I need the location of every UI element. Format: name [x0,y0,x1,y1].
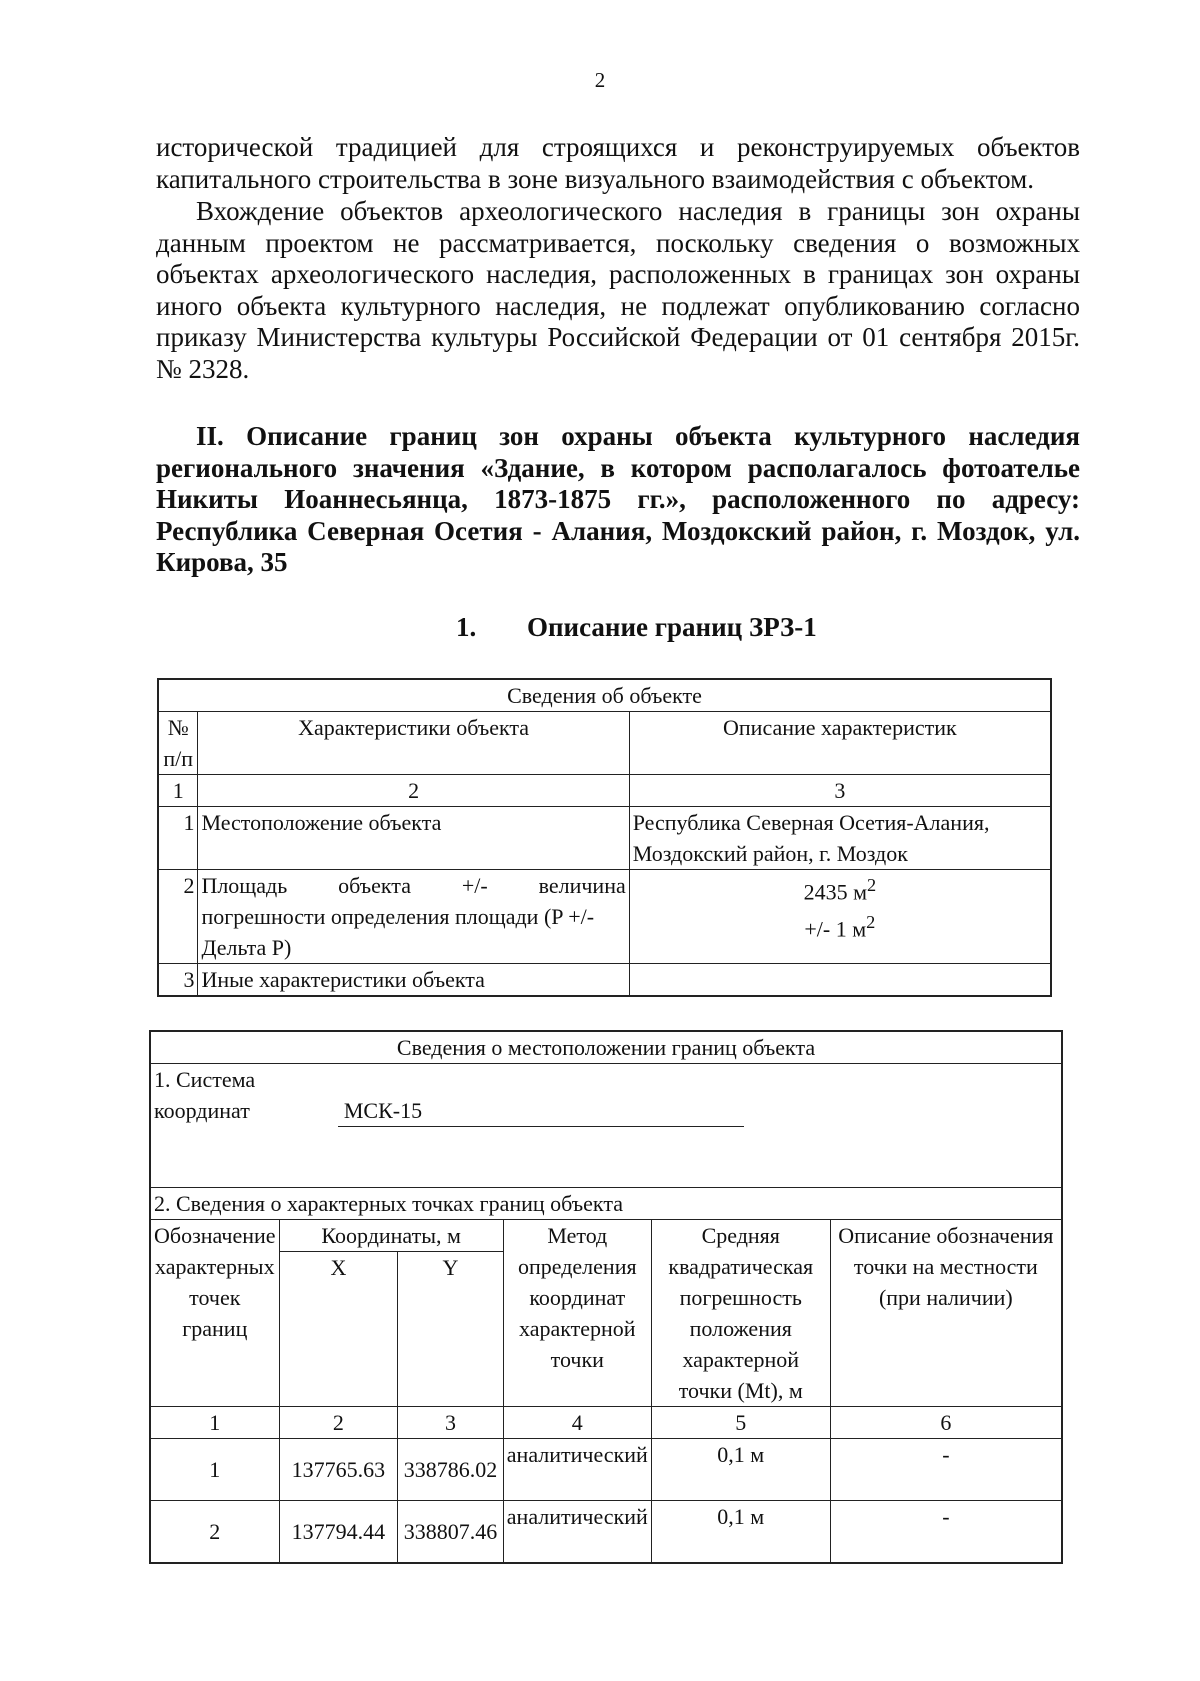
header-method: Метод определения координат характерной точки [503,1220,651,1407]
location-value: Республика Северная Осетия-Алания, Моздокский район, г. Моздок [629,807,1051,870]
index-cell: 5 [651,1407,830,1439]
object-info-table [157,678,1052,997]
point-error: 0,1 м [651,1501,830,1563]
header-characteristics: Характеристики объекта [198,712,629,775]
area-label [198,870,629,964]
index-cell: 4 [503,1407,651,1439]
object-table-caption: Сведения об объекте [158,679,1051,712]
area-tolerance: +/- 1 м [804,916,867,942]
header-designation: Обозначение характерных точек границ [150,1220,279,1407]
coord-system-value: МСК-15 [338,1095,744,1127]
header-point-description: Описание обозначения точки на местности (при наличии) [830,1220,1062,1407]
header-number: № п/п [158,712,198,775]
header-coordinates: Координаты, м [279,1220,503,1252]
point-method: аналитический [503,1439,651,1501]
paragraph-1: исторической традицией для строящихся и реконструируемых объектов капитального строительства в зоне визуального взаимодействия с объектом. [156,132,1080,194]
area-label-rest: погрешности определения площади (P +/- Дельта P) [201,904,595,960]
index-cell: 6 [830,1407,1062,1439]
index-cell: 2 [198,775,629,807]
area-label-word: величина [538,873,626,898]
point-y: 338786.02 [398,1439,504,1501]
index-cell: 1 [158,775,198,807]
point-description: - [830,1439,1062,1501]
header-description: Описание характеристик [629,712,1051,775]
table-row [150,1439,1062,1501]
location-table-caption: Сведения о местоположении границ объекта [150,1031,1062,1064]
superscript: 2 [866,912,876,933]
row-number: 3 [158,964,198,997]
coordinate-system-cell [150,1064,1062,1188]
other-value [629,964,1051,997]
subsection-title: Описание границ ЗРЗ-1 [527,612,817,642]
point-x: 137765.63 [279,1439,398,1501]
coord-system-label-2: координат [154,1098,250,1123]
location-table [149,1030,1063,1564]
area-label-word: +/- [461,873,488,898]
index-cell: 1 [150,1407,279,1439]
table-row [150,1501,1062,1563]
points-caption: 2. Сведения о характерных точках границ объекта [150,1188,1062,1220]
coord-system-label-1: 1. Система [154,1067,256,1092]
page-number: 2 [594,68,606,92]
row-number: 1 [158,807,198,870]
other-label: Иные характеристики объекта [198,964,629,997]
index-cell: 3 [629,775,1051,807]
index-cell: 3 [398,1407,504,1439]
point-y: 338807.46 [398,1501,504,1563]
point-x: 137794.44 [279,1501,398,1563]
location-label: Местоположение объекта [198,807,629,870]
area-label-word: Площадь [201,873,288,898]
area-label-word: объекта [338,873,411,898]
header-error: Средняя квадратическая погрешность положения характерной точки (Mt), м [651,1220,830,1407]
superscript: 2 [866,875,877,895]
area-value [629,870,1051,964]
header-y: Y [398,1252,504,1407]
area-amount: 2435 м [803,879,867,905]
point-error: 0,1 м [651,1439,830,1501]
subsection-number: 1. [456,612,477,642]
point-id: 2 [150,1501,279,1563]
index-cell: 2 [279,1407,398,1439]
row-number: 2 [158,870,198,964]
point-method: аналитический [503,1501,651,1563]
header-x: X [279,1252,398,1407]
point-id: 1 [150,1439,279,1501]
point-description: - [830,1501,1062,1563]
paragraph-2: Вхождение объектов археологического наследия в границы зон охраны данным проектом не рассматривается, поскольку сведения о возможных объектах археологического наследия, расположенных в границах зон охраны иного объекта культурного наследия, не подлежат опубликованию согласно приказу Министерства культуры Российской Федерации от 01 сентября 2015г. № 2328. [156,196,1080,384]
section-heading: II. Описание границ зон охраны объекта культурного наследия регионального значения «Здание, в котором располагалось фотоателье Никиты Иоаннесьянца, 1873-1875 гг.», расположенного по адресу: Республика Северная Осетия - Алания, Моздокский район, г. Моздок, ул. Кирова, 35 [156,421,1080,577]
